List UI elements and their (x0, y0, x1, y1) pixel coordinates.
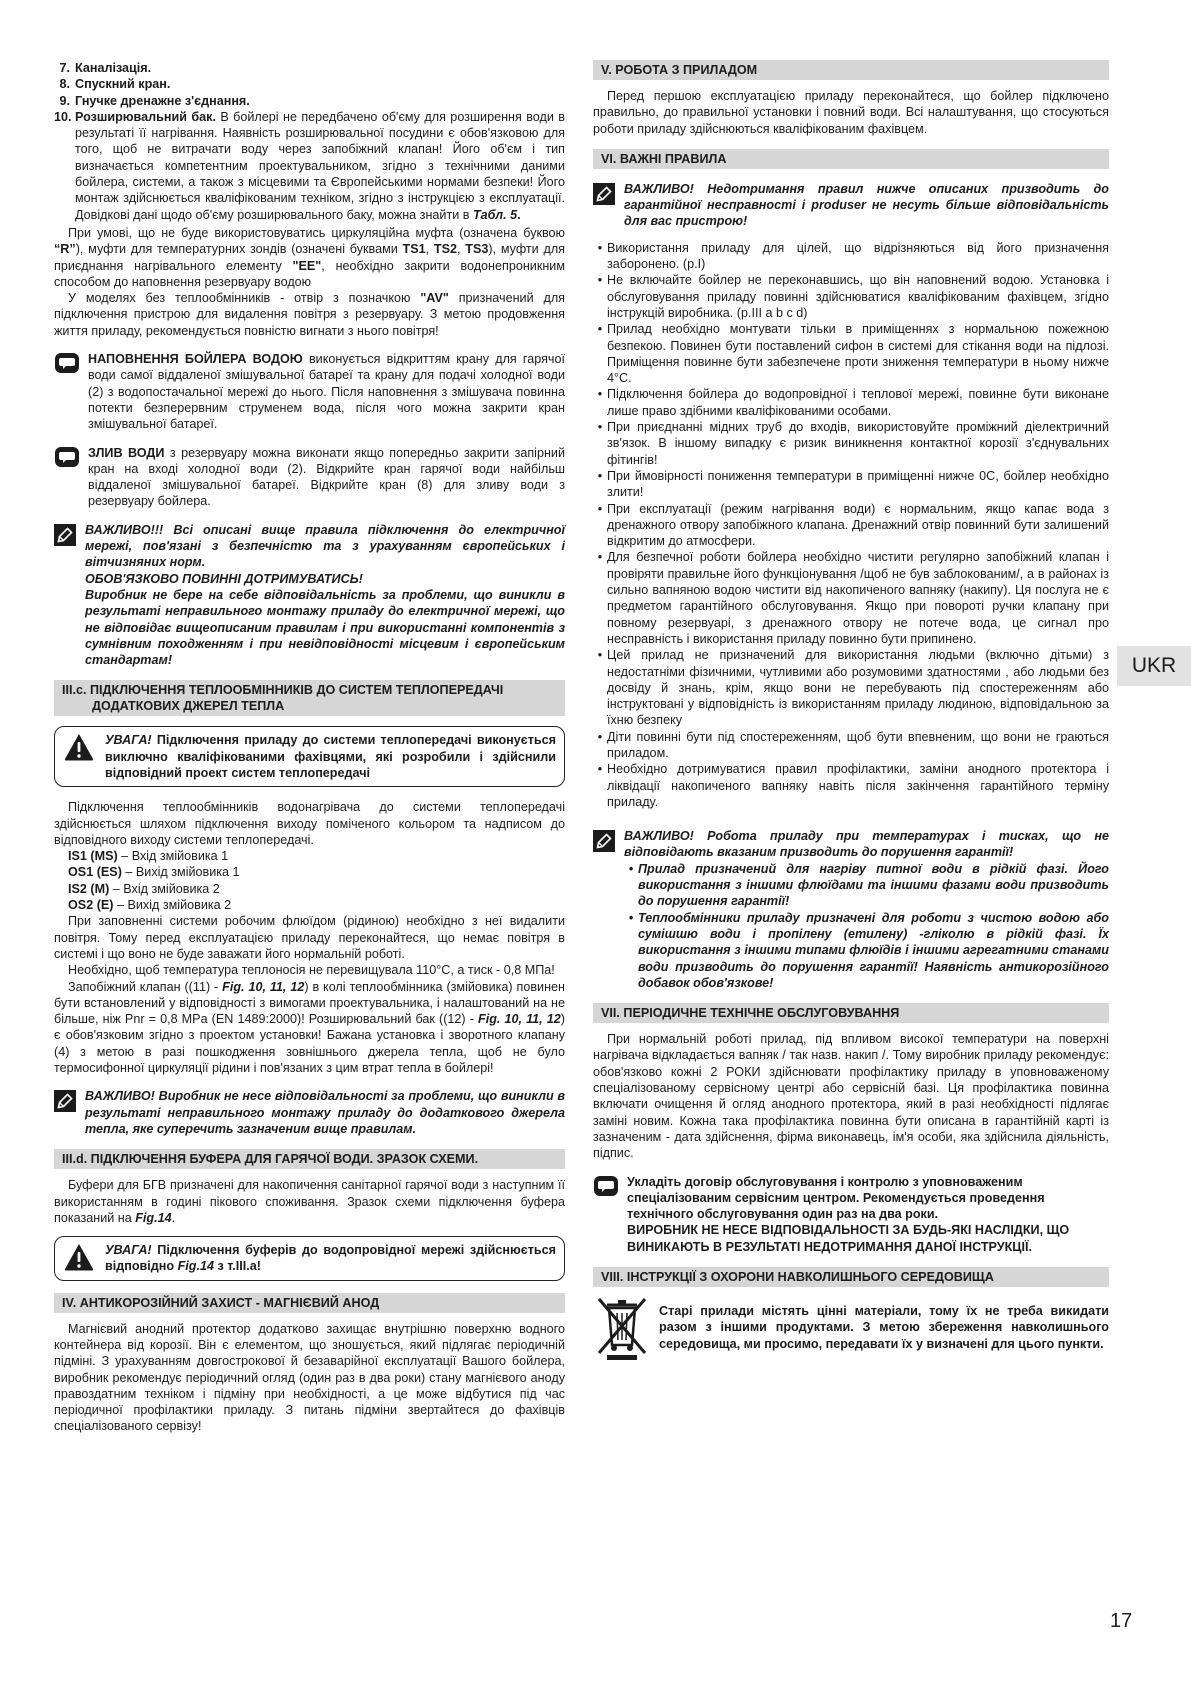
paragraph-air-vent: У моделях без теплообмінників - отвір з позначкою "AV" призначений для підключення пристрою для видалення повітря з резервуару. З метою продовження життя приладу, рекомендується повністю вигнати з нього повітря! (54, 291, 565, 338)
section-header-iiic: III.c. ПІДКЛЮЧЕННЯ ТЕПЛООБМІННИКІВ ДО СИСТЕМ ТЕПЛОПЕРЕДАЧІ ДОДАТКОВИХ ДЖЕРЕЛ ТЕПЛА (54, 680, 565, 716)
bullet-icon: • (597, 420, 603, 435)
note-service-contract: Укладіть договір обслуговування і контролю з уповноваженим спеціалізованим сервісним центром. Рекомендується проведення технічного обслуговування один раз на два роки. ВИРОБНИК НЕ НЕСЕ ВІДПОВІДАЛЬНОСТІ ЗА БУДЬ-ЯКІ НАСЛІДКИ, ЩО ВИНИКАЮТЬ В РЕЗУЛЬТАТІ НЕДОТРИМАННЯ ДАНОЇ ІНСТРУКЦІЇ. (593, 1174, 1109, 1255)
warning-box-heat-transfer: УВАГА! Підключення приладу до системи теплопередачі виконується виключно кваліфікованими фахівцями, які розробили і здійснили відповідний проект систем теплопередачі (54, 726, 565, 787)
note-drain-water: ЗЛИВ ВОДИ з резервуару можна виконати якщо попередньо закрити запірний кран на вході холодної води (2). Відкрийте кран гарячої води найбільш віддаленої змішувальної батареї. Відкрийте кран (8) для зливу води з резервуару бойлера. (54, 445, 565, 510)
numbered-list (54, 60, 565, 223)
list-item: • Прилад необхідно монтувати тільки в приміщеннях з нормальною пожежною безпекою. Повинен бути поставлений сифон в системі для стікання води на підлозі. Приміщення повинне бути забезпечене проти зниження температури в ньому нижче 4°С. (593, 321, 1109, 386)
chat-bubble-icon (593, 1175, 619, 1197)
list-item: OS1 (ES) – Вихід змійовика 1 (68, 865, 240, 880)
list-item: 7. Каналізація. (59, 61, 152, 75)
important-heat-source: ВАЖЛИВО! Виробник не несе відповідальності за проблеми, що виникли в результаті неправильного монтажу приладу до додаткового джерела тепла, яке суперечить зазначеним вище правилам. (54, 1088, 565, 1137)
paragraph-fill-system: При заповненні системи робочим флюїдом (рідиною) необхідно з неї видалити повітря. Тому перед експлуатацією приладу переконайтеся, що немає повітря в системі і що воно не буде заважати його нормальній роботі. (54, 914, 565, 961)
paragraph-buffer: Буфери для БГВ призначені для накопичення санітарної гарячої води з наступним її використанням в годині пікового споживання. Зразок схеми підключення буфера показаний на Fig.14. (54, 1178, 565, 1225)
list-item: 9. Гнучке дренажне з'єднання. (59, 93, 250, 108)
list-item: IS2 (M) – Вхід змійовика 2 (68, 881, 220, 896)
paragraph-heat-exchanger: Підключення теплообмінників водонагрівача до системи теплопередачі здійснюється шляхом підключення виходу поміченого кольором та надписом до відповідного виходу системи теплопередачі. (54, 800, 565, 847)
bullet-icon: • (628, 910, 634, 925)
paragraph-operation: Перед першою експлуатацією приладу переконайтеся, що бойлер підключено правильно, до правильної установки і повний води. Всі налаштування, що стосуються роботи приладу здійснюються кваліфікованим фахівцем. (593, 89, 1109, 136)
bullet-icon: • (597, 762, 603, 777)
list-item: IS1 (MS) – Вхід змійовика 1 (68, 849, 229, 864)
important-warranty: ВАЖЛИВО! Недотримання правил нижче описаних призводить до гарантійної несправності і produser не несуть більше відповідальність для вас пристрою! (593, 181, 1109, 230)
rules-list (593, 240, 1109, 810)
warning-triangle-icon (63, 732, 95, 762)
list-item: • Не включайте бойлер не переконавшись, що він наповнений водою. Установка і обслуговування приладу повинні здійснюватися кваліфікованим фахівцем, згідно інструкцій виробника. (p.III a b c d) (593, 272, 1109, 321)
bullet-icon: • (597, 648, 603, 663)
chat-bubble-icon (54, 446, 80, 468)
bullet-icon: • (597, 240, 603, 255)
bullet-icon: • (597, 468, 603, 483)
list-item: • Підключення бойлера до водопровідної і теплової мережі, повинне бути виконане лише право здібними кваліфікованими особами. (593, 386, 1109, 419)
section-header-iiid: III.d. ПІДКЛЮЧЕННЯ БУФЕРА ДЛЯ ГАРЯЧОЇ ВОДИ. ЗРАЗОК СХЕМИ. (54, 1149, 565, 1169)
pencil-icon (54, 524, 76, 546)
list-item: OS2 (E) – Вихід змійовика 2 (68, 898, 232, 913)
right-column (593, 60, 1109, 1361)
pencil-icon (593, 830, 615, 852)
list-item: • При ймовірності пониження температури в приміщенні нижче 0С, бойлер необхідно злити! (593, 468, 1109, 501)
bullet-icon: • (597, 729, 603, 744)
list-item: • Цей прилад не призначений для використання людьми (включно дітьми) з недостатніми фізичними, чутливими або розумовими здатностями , або людьми без досвіду й знань, крім, якщо вони не перебувають під спостереженням або інструктовані у відповідність із використанням приладу людиною, відповідальною за їхню безпеку (593, 647, 1109, 728)
paragraph-maintenance: При нормальній роботі прилад, під впливом високої температури на поверхні нагрівача відкладається вапняк / так назв. накип /. Тому виробник приладу рекомендує: обов'язково кожні 2 РОКИ здійснювати профілактику приладу в уповноваженому спеціалізованому сервісному центрі або сервісній базі. Ця профілактика повинна включати очищення й огляд анодного протектора, який в разі необхідності підлягає заміні новим. Кожна така профілактика повинна бути описана в гарантійній карті із зазначеним - дата здійснення, фірма виконавець, ім'я особи, яка здійснила діяльність, підпис. (593, 1032, 1109, 1161)
paragraph-anode: Магнієвий анодний протектор додатково захищає внутрішню поверхню водного контейнера від корозії. Він є елементом, що зношується, який підлягає періодичній підміні. З урахуванням довгострокової й безаварійної експлуатації Вашого бойлера, виробник рекомендує періодичний огляд (один раз в два роки) стану магнієвого аноду правоздатним техніком і підміну при необхідності, а це може відбутися під час періодичної профілактики приладу. З питань підміни звертайтеся до фахівців спеціалізованого сервізу! (54, 1321, 565, 1434)
section-header-viii: VIII. ІНСТРУКЦІЇ З ОХОРОНИ НАВКОЛИШНЬОГО СЕРЕДОВИЩА (593, 1267, 1109, 1287)
pencil-icon (593, 183, 615, 205)
language-tab: UKR (1117, 646, 1191, 686)
bullet-icon: • (628, 861, 634, 876)
bullet-icon: • (597, 273, 603, 288)
section-header-vi: VI. ВАЖНІ ПРАВИЛА (593, 149, 1109, 169)
paragraph-circulation: При умові, що не буде використовуватись циркуляційна муфта (означена буквою “R”), муфти для температурних зондів (означені буквами TS1, TS2, TS3), муфти для приєднання нагрівального елементу "EE", необхідно закрити водонепроникним способом до наповнення резервуару водою (54, 225, 565, 289)
list-item: • Використання приладу для цілей, що відрізняються від його призначення заборонено. (p.I) (593, 240, 1109, 273)
list-item: • При приєднанні мідних труб до входів, використовуйте проміжний діелектричний зв'язок. В іншому випадку є ризик виникнення контактної корозії з'єднувальних фітингів! (593, 419, 1109, 468)
note-fill-boiler: НАПОВНЕННЯ БОЙЛЕРА ВОДОЮ виконується відкриттям крану для гарячої води самої віддаленої змішувальної батареї та крану для подачі холодної води (2) з водопостачальної мережі до нього. Після наповнення з змішувача повинна потекти безперервним струменем вода, після чого можна закрити кран змішувальної батареї. (54, 351, 565, 432)
section-header-iv: IV. АНТИКОРОЗІЙНИЙ ЗАХИСТ - МАГНІЄВИЙ АНОД (54, 1293, 565, 1313)
section-header-v: V. РОБОТА З ПРИЛАДОМ (593, 60, 1109, 80)
paragraph-temperature: Необхідно, щоб температура теплоносія не перевищувала 110°С, а тиск - 0,8 МПа! (68, 963, 555, 978)
warning-box-buffer: УВАГА! Підключення буферів до водопровідної мережі здійснюється відповідно Fig.14 з т.III.a! (54, 1236, 565, 1281)
coil-list (54, 848, 565, 913)
bullet-icon: • (597, 387, 603, 402)
list-item: • При експлуатації (режим нагрівання води) є нормальним, якщо капає вода з дренажного отвору запобіжного клапана. Дренажний отвір повинний бути залишений відкритим до атмосфери. (593, 501, 1109, 550)
bullet-icon: • (597, 322, 603, 337)
page-number: 17 (1110, 1610, 1133, 1632)
paragraph-safety-valve: Запобіжний клапан ((11) - Fig. 10, 11, 12) в колі теплообмінника (змійовика) повинен бути встановлений у відповідності з вимогами проектувальника, і налаштований на не більше, ніж Pnr = 0,8 MPa (EN 1489:2000)! Розширювальний бак ((12) - Fig. 10, 11, 12) є обов'язковим згідно з проектом установки! Бажана установка і зворотного клапану (4) з метою в разі пошкодження зовнішнього джерела тепла, щоб не було термосифонної циркуляції рідини і пов'язаних з цим втрат тепла в бойлері! (54, 979, 565, 1076)
important-temperature-pressure: ВАЖЛИВО! Робота приладу при температурах і тисках, що не відповідають вказаним призводить до порушення гарантії! • Прилад призначений для нагріву питної води в рідкій фазі. Його використання з іншими флюїдами та іншими фазами води призводить до порушення гарантії! • Теплообмінники приладу призначені для роботи з чистою водою або сумішшю води і пропілену (етилену) -гліколю в рідкій фазі. Їх використання з іншими типами флюїдів і іншими агрегатними станами води призводить до порушення гарантії! Наявність антикорозійного добавок обов'язкове! (593, 828, 1109, 991)
pencil-icon (54, 1090, 76, 1112)
left-column (54, 60, 565, 1435)
chat-bubble-icon (54, 352, 80, 374)
list-item: • Діти повинні бути під спостереженням, щоб бути впевненим, що вони не граються приладом. (593, 729, 1109, 762)
list-item: • Необхідно дотримуватися правил профілактики, заміни анодного протектора і ліквідації накопиченого вапняку навіть після закінчення гарантійного терміну приладу. (593, 761, 1109, 810)
weee-notice: Старі прилади містять цінні матеріали, тому їх не треба викидати разом з іншими продуктами. З метою збереження навколишнього середовища, ми просимо, передавати їх у визначені для цього пункти. (593, 1295, 1109, 1361)
bullet-icon: • (597, 550, 603, 565)
bullet-icon: • (597, 501, 603, 516)
section-header-vii: VII. ПЕРІОДИЧНЕ ТЕХНІЧНЕ ОБСЛУГОВУВАННЯ (593, 1003, 1109, 1023)
important-electrical: ВАЖЛИВО!!! Всі описані вище правила підключення до електричної мережі, пов'язані з безпечністю та з урахуванням європейських і вітчизняних норм. ОБОВ'ЯЗКОВО ПОВИННІ ДОТРИМУВАТИСЬ! Виробник не бере на себе відповідальність за проблеми, що виникли в результаті неправильного монтажу приладу до електричної мережі, що не відповідає вищеописаним правилам і при використанні компонентів з сумнівним походженням і при невідповідності місцевим і європейським стандартам! (54, 522, 565, 669)
warning-triangle-icon (63, 1242, 95, 1272)
list-item: 8. Спускний кран. (59, 77, 171, 92)
list-item: • Теплообмінники приладу призначені для роботи з чистою водою або сумішшю води і пропілену (етилену) -гліколю в рідкій фазі. Їх використання з іншими типами флюїдів і іншими агрегатними станами води призводить до порушення гарантії! Наявність антикорозійного добавок обов'язкове! (624, 910, 1109, 991)
crossed-out-bin-icon (593, 1295, 651, 1361)
list-item-expansion-tank: 10. Розширювальний бак. В бойлері не передбачено об'єму для розширення води в результаті її нагрівання. Наявність розширювальної посудини є обов'язковою для того, щоб не витрачати воду через запобіжний клапан! Його об'єм і тип визначається компетентним проектувальником, згідно з технічними даними бойлера, системи, а також з місцевими та Європейськими нормами безпеки! Його монтаж здійснюється кваліфікованим техніком, згідно з інструкцією з експлуатації. Довідкові дані щодо об'єму розширювального баку, можна знайти в Табл. 5. (54, 109, 565, 222)
list-item: • Прилад призначений для нагріву питної води в рідкій фазі. Його використання з іншими флюїдами та іншими фазами води призводить до порушення гарантії! (624, 861, 1109, 910)
list-item: • Для безпечної роботи бойлера необхідно чистити регулярно запобіжний клапан і провіряти правильне його функціонування /щоб не був заблокованим/, а в районах із сильно вапняною водою чистити від накопиченого вапняку (накипу). Ця послуга не є предметом гарантійного обслуговування. Якщо при повороті ручки клапану при повному резервуарі, з дренажного отвору не потече вода, це сигнал про несправність і використання приладу повинно бути припинено. (593, 549, 1109, 647)
